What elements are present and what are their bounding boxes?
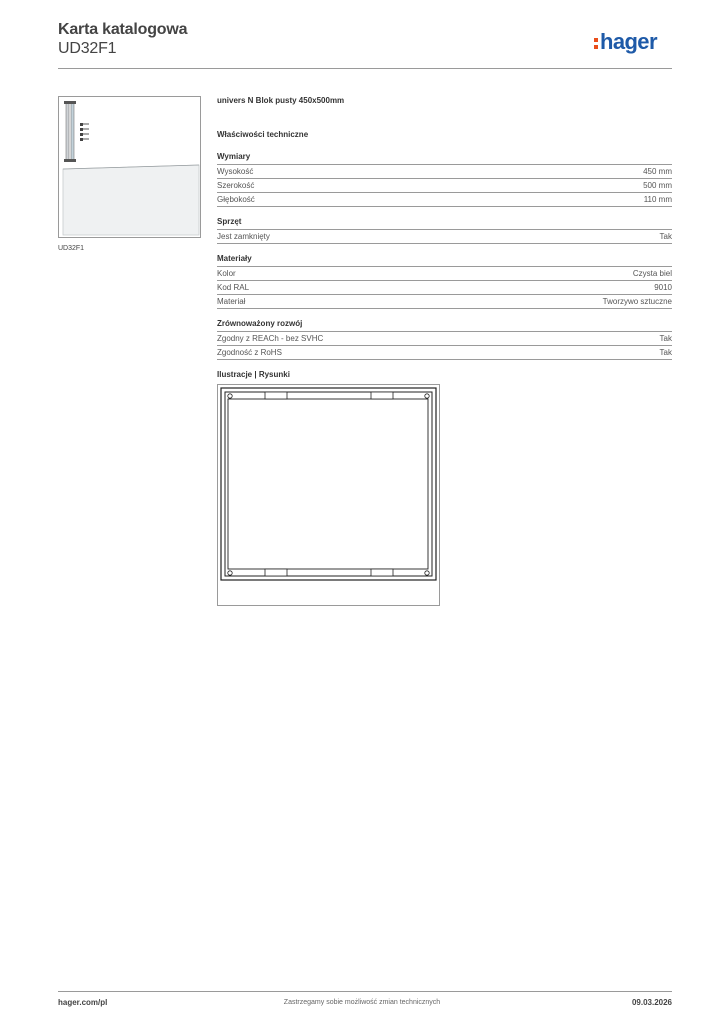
spec-label: Zgodność z RoHS — [217, 348, 282, 357]
product-image — [58, 96, 201, 238]
header-divider — [58, 68, 672, 69]
logo-text: hager — [600, 29, 657, 54]
group-title: Wymiary — [217, 152, 672, 165]
spec-value: Tworzywo sztuczne — [602, 297, 672, 306]
spec-label: Jest zamknięty — [217, 232, 270, 241]
spec-row — [217, 332, 672, 346]
spec-label: Szerokość — [217, 181, 255, 190]
spec-content — [217, 96, 672, 606]
page-title: Karta katalogowa — [58, 21, 188, 38]
product-image-caption: UD32F1 — [58, 245, 85, 252]
spec-value: Tak — [659, 348, 672, 357]
spec-value: Tak — [659, 334, 672, 343]
spec-label: Głębokość — [217, 195, 255, 204]
spec-row — [217, 267, 672, 281]
spec-value: 450 mm — [643, 167, 672, 176]
spec-row — [217, 346, 672, 360]
spec-row — [217, 165, 672, 179]
spec-row — [217, 230, 672, 244]
spec-label: Wysokość — [217, 167, 254, 176]
illustrations-label: Ilustracje | Rysunki — [217, 370, 290, 379]
footer-date: 09.03.2026 — [631, 998, 672, 1007]
spec-group-sustainability — [217, 319, 672, 360]
spec-value: 9010 — [654, 283, 672, 292]
spec-row — [217, 179, 672, 193]
logo-dots-icon — [594, 38, 598, 49]
spec-label: Kolor — [217, 269, 236, 278]
spec-value: 500 mm — [643, 181, 672, 190]
technical-drawing — [217, 384, 440, 606]
spec-row — [217, 193, 672, 207]
spec-label: Kod RAL — [217, 283, 250, 292]
spec-group-materials — [217, 254, 672, 309]
spec-value: Czysta biel — [632, 269, 672, 278]
group-title: Materiały — [217, 254, 672, 267]
spec-group-hardware — [217, 217, 672, 244]
section-technical-properties: Właściwości techniczne — [217, 130, 309, 139]
footer-divider — [58, 991, 672, 992]
spec-row — [217, 281, 672, 295]
product-parts-icon — [59, 97, 200, 237]
spec-label: Materiał — [217, 297, 246, 306]
spec-value: Tak — [659, 232, 672, 241]
spec-group-dimensions — [217, 152, 672, 207]
footer-disclaimer: Zastrzegamy sobie możliwość zmian technicznych — [283, 999, 441, 1006]
spec-label: Zgodny z REACh - bez SVHC — [217, 334, 324, 343]
group-title: Sprzęt — [217, 217, 672, 230]
product-code: UD32F1 — [58, 40, 117, 57]
spec-row — [217, 295, 672, 309]
hager-logo[interactable] — [594, 27, 657, 57]
product-name: univers N Blok pusty 450x500mm — [217, 96, 345, 105]
footer-website-link[interactable]: hager.com/pl — [58, 998, 108, 1007]
panel-drawing-icon — [218, 385, 439, 605]
spec-value: 110 mm — [643, 195, 672, 204]
group-title: Zrównoważony rozwój — [217, 319, 672, 332]
